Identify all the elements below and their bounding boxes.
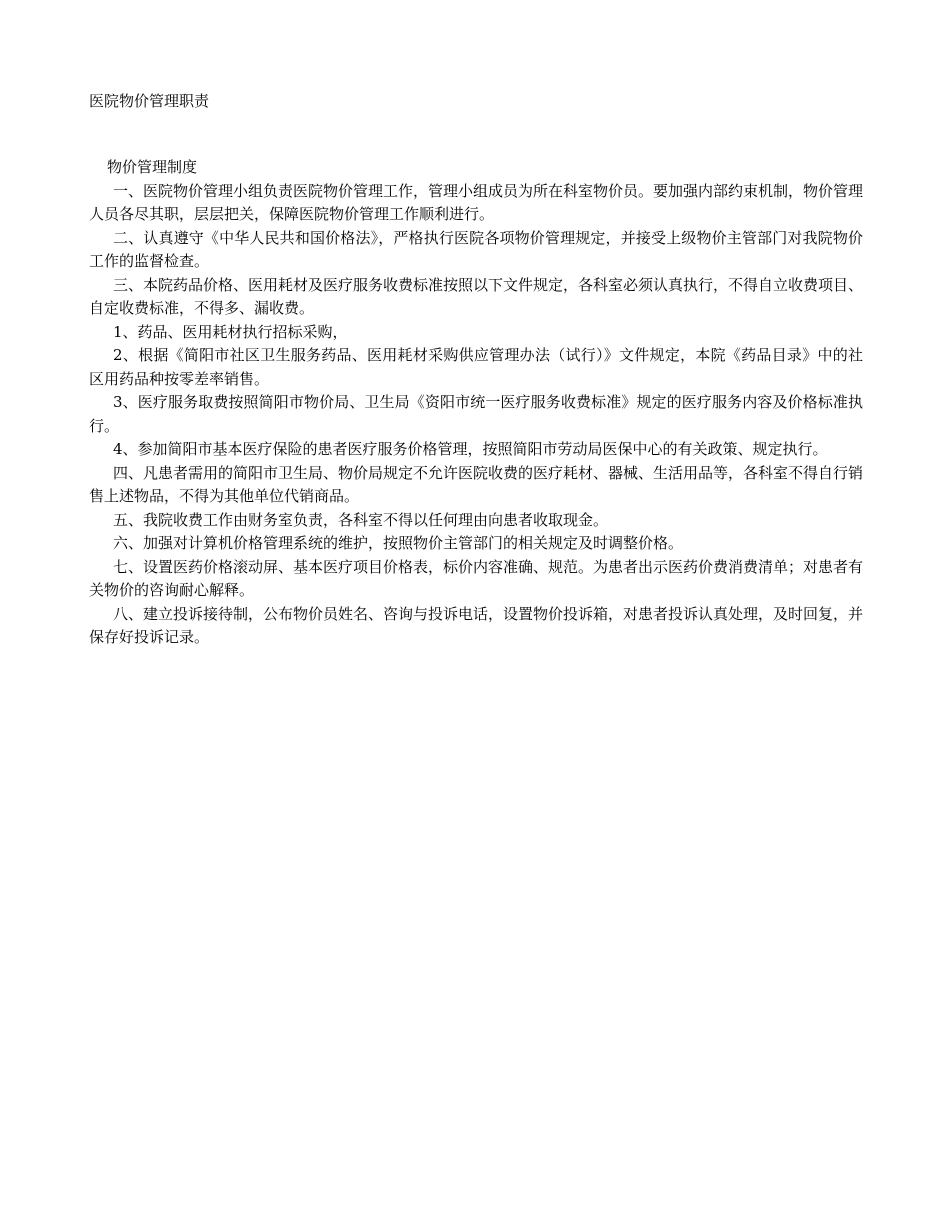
- document-body: [89, 156, 863, 650]
- paragraph-3-item-1: 1、药品、医用耗材执行招标采购，: [113, 322, 348, 341]
- paragraph-3: 三、本院药品价格、医用耗材及医疗服务收费标准按照以下文件规定，各科室必须认真执行，不得自立收费项目、自定收费标准，不得多、漏收费。: [89, 275, 864, 317]
- paragraph-8: 八、建立投诉接待制，公布物价员姓名、咨询与投诉电话，设置物价投诉箱，对患者投诉认真处理，及时回复，并保存好投诉记录。: [89, 604, 864, 646]
- paragraph-5: 五、我院收费工作由财务室负责，各科室不得以任何理由向患者收取现金。: [113, 510, 609, 529]
- paragraph-4: 四、凡患者需用的简阳市卫生局、物价局规定不允许医院收费的医疗耗材、器械、生活用品等，各科室不得自行销售上述物品，不得为其他单位代销商品。: [89, 463, 864, 505]
- paragraph-3-item-4: 4、参加简阳市基本医疗保险的患者医疗服务价格管理，按照简阳市劳动局医保中心的有关政策、规定执行。: [113, 440, 828, 458]
- paragraph-1: 一、医院物价管理小组负责医院物价管理工作，管理小组成员为所在科室物价员。要加强内部约束机制，物价管理人员各尽其职，层层把关，保障医院物价管理工作顺利进行。: [89, 181, 864, 223]
- paragraph-7: 七、设置医药价格滚动屏、基本医疗项目价格表，标价内容准确、规范。为患者出示医药价费消费清单；对患者有关物价的咨询耐心解释。: [89, 557, 864, 599]
- paragraph-3-item-2: 2、根据《简阳市社区卫生服务药品、医用耗材采购供应管理办法（试行）》文件规定，本院《药品目录》中的社区用药品种按零差率销售。: [89, 346, 863, 388]
- paragraph-6: 六、加强对计算机价格管理系统的维护，按照物价主管部门的相关规定及时调整价格。: [113, 534, 684, 552]
- page-title: 医院物价管理职责: [89, 92, 210, 110]
- paragraph-2: 二、认真遵守《中华人民共和国价格法》，严格执行医院各项物价管理规定，并接受上级物价主管部门对我院物价工作的监督检查。: [89, 228, 863, 270]
- section-heading: 物价管理制度: [107, 158, 198, 176]
- paragraph-3-item-3: 3、医疗服务取费按照简阳市物价局、卫生局《资阳市统一医疗服务收费标准》规定的医疗服务内容及价格标准执行。: [89, 393, 863, 435]
